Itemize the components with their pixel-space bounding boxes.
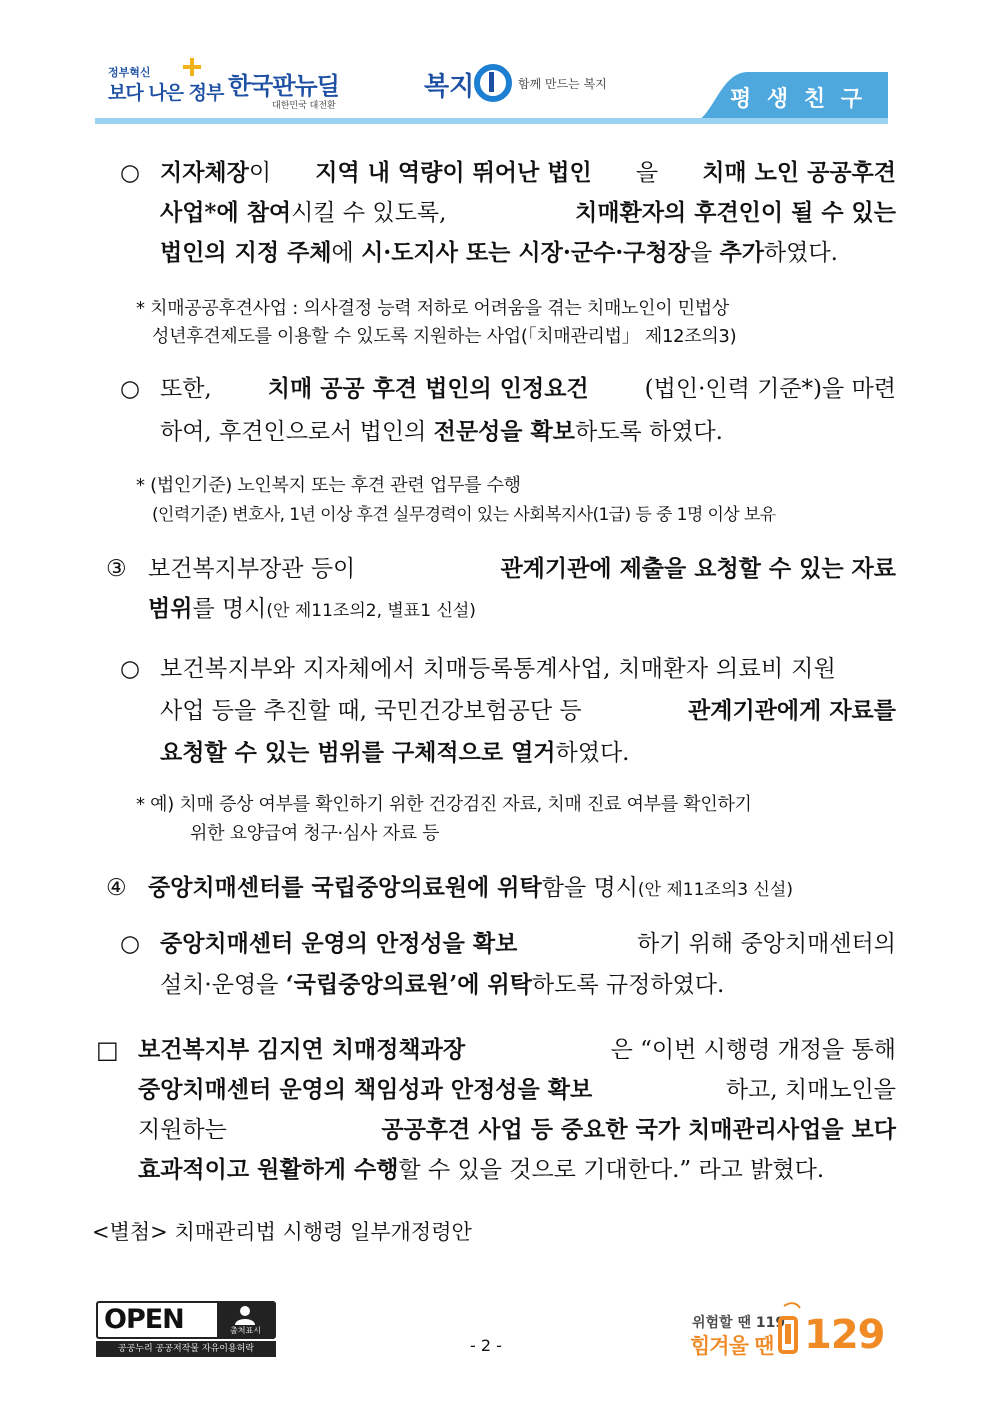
s1-bold-8: 추가 bbox=[719, 239, 764, 266]
h3-text-1: 보건복지부장관 등이 bbox=[148, 556, 356, 582]
circle-bullet: ○ bbox=[120, 931, 141, 957]
s2-bold-1: 치매 공공 후견 법인의 인정요건 bbox=[267, 375, 589, 402]
welfare-logo: 복지 bbox=[424, 72, 475, 102]
quote-line-2 bbox=[138, 1075, 896, 1105]
s1-bold-6: 법인의 지정 주체 bbox=[160, 239, 332, 266]
h4-text: 함을 명시 bbox=[541, 875, 638, 901]
s2-text-4: 하도록 하였다. bbox=[574, 419, 723, 445]
welfare-swoosh-icon bbox=[474, 64, 512, 102]
s2-bold-2: 전문성을 확보 bbox=[433, 418, 575, 445]
quote-line-1 bbox=[138, 1035, 896, 1065]
note-2-line-2: (인력기준) 변호사, 1년 이상 후견 실무경력이 있는 사회복지사(1급) 등 중 1명 이상 보유 bbox=[152, 505, 776, 525]
s4-text-2: 설치·운영을 bbox=[160, 972, 286, 998]
s4-line-1 bbox=[160, 929, 896, 959]
s4-text-1: 하기 위해 중앙치매센터의 bbox=[636, 931, 896, 957]
s3-line-3 bbox=[160, 738, 630, 768]
s1-bold-1: 지자체장 bbox=[160, 159, 249, 186]
s3-text-1: 사업 등을 추진할 때, 국민건강보험공단 등 bbox=[160, 698, 582, 724]
note-1-line-1: * 치매공공후견사업 : 의사결정 능력 저하로 어려움을 겪는 치매노인이 민법상 bbox=[136, 298, 729, 319]
quote-bold-4: 효과적이고 원활하게 수행 bbox=[138, 1156, 399, 1183]
note-2-line-1: * (법인기준) 노인복지 또는 후견 관련 업무를 수행 bbox=[136, 475, 521, 496]
h4-ref: (안 제11조의3 신설) bbox=[637, 880, 793, 900]
s3-line-1: 보건복지부와 지자체에서 치매등록통계사업, 치매환자 의료비 지원 bbox=[160, 656, 837, 682]
gov-innovation-logo: 보다 나은 정부 bbox=[108, 82, 224, 104]
note-3-line-2: 위한 요양급여 청구·심사 자료 등 bbox=[190, 823, 440, 844]
item-number-3: ③ bbox=[106, 556, 127, 582]
s2-text-3: 하여, 후견인으로서 법인의 bbox=[160, 419, 434, 445]
h3-line-2 bbox=[148, 594, 476, 626]
attribution-icon bbox=[217, 1303, 274, 1337]
h3-bold-1: 관계기관에 제출을 요청할 수 있는 자료 bbox=[500, 555, 896, 582]
quote-text-4: 할 수 있을 것으로 기대한다.” 라고 밝혔다. bbox=[398, 1157, 825, 1183]
circle-bullet: ○ bbox=[120, 160, 141, 186]
s1-line-1 bbox=[160, 158, 896, 188]
header-tab-label: 평 생 친 구 bbox=[730, 87, 866, 112]
s3-text-2: 하였다. bbox=[555, 740, 630, 766]
s1-text-2: 을 bbox=[635, 160, 659, 186]
quote-bold-2: 중앙치매센터 운영의 책임성과 안정성을 확보 bbox=[138, 1076, 593, 1103]
quote-text-3: 지원하는 bbox=[138, 1117, 227, 1143]
open-caption: 공공누리 공공저작물 자유이용허락 bbox=[96, 1341, 276, 1357]
quote-text-2: 하고, 치매노인을 bbox=[725, 1077, 896, 1103]
quote-line-4 bbox=[138, 1155, 824, 1185]
header bbox=[0, 0, 992, 130]
gov-innovation-label: 정부혁신 bbox=[108, 66, 151, 79]
page-number: - 2 - bbox=[470, 1336, 502, 1355]
hotline-main-text: 힘겨울 땐 bbox=[690, 1334, 774, 1358]
hotline-129 bbox=[690, 1300, 890, 1360]
s1-bold-2: 지역 내 역량이 뛰어난 법인 bbox=[315, 159, 592, 186]
s2-text-1: 또한, bbox=[160, 376, 212, 402]
s3-bold-2: 요청할 수 있는 범위를 구체적으로 열거 bbox=[160, 739, 556, 766]
s1-text-1: 이 bbox=[248, 160, 272, 186]
h4-bold: 중앙치매센터를 국립중앙의료원에 위탁 bbox=[148, 874, 542, 901]
note-3-line-1: * 예) 치매 증상 여부를 확인하기 위한 건강검진 자료, 치매 진료 여부를 확인하기 bbox=[136, 794, 752, 815]
s1-bold-5: 치매환자의 후견인이 될 수 있는 bbox=[575, 199, 896, 226]
hotline-119-text: 위험할 땐 119 bbox=[692, 1315, 786, 1331]
s1-line-3 bbox=[160, 238, 838, 268]
circle-bullet: ○ bbox=[120, 376, 141, 402]
s4-bold-1: 중앙치매센터 운영의 안정성을 확보 bbox=[160, 930, 518, 957]
s3-bold-1: 관계기관에게 자료를 bbox=[688, 697, 896, 724]
s1-text-6: 하였다. bbox=[763, 240, 838, 266]
s3-line-2 bbox=[160, 696, 896, 726]
quote-text-1: 은 “이번 시행령 개정을 통해 bbox=[610, 1037, 896, 1063]
h4-line bbox=[148, 873, 793, 905]
s2-line-1 bbox=[160, 374, 896, 404]
attachment-note: <별첨> 치매관리법 시행령 일부개정령안 bbox=[92, 1220, 472, 1244]
s4-bold-2: ‘국립중앙의료원’에 위탁 bbox=[285, 971, 532, 998]
newdeal-sub: 대한민국 대전환 bbox=[272, 101, 336, 111]
note-1-line-2: 성년후견제도를 이용할 수 있도록 지원하는 사업(「치매관리법」 제12조의3) bbox=[152, 326, 737, 347]
s2-line-2 bbox=[160, 417, 723, 447]
plus-icon bbox=[183, 58, 201, 76]
h3-text-2: 를 명시 bbox=[192, 596, 267, 622]
s2-text-2: (법인·인력 기준*)을 마련 bbox=[644, 376, 896, 402]
s1-text-5: 을 bbox=[689, 240, 720, 266]
s4-line-2 bbox=[160, 970, 724, 1000]
s1-bold-3: 치매 노인 공공후견 bbox=[702, 159, 896, 186]
open-logo-text: OPEN bbox=[104, 1304, 184, 1335]
h3-ref: (안 제11조의2, 별표1 신설) bbox=[266, 601, 476, 621]
s1-line-2 bbox=[160, 198, 896, 228]
s4-text-3: 하도록 규정하였다. bbox=[531, 972, 725, 998]
s1-bold-4: 사업*에 참여 bbox=[160, 199, 292, 226]
s1-text-3: 시킬 수 있도록, bbox=[291, 200, 447, 226]
h3-bold-2: 범위 bbox=[148, 595, 193, 622]
square-bullet: □ bbox=[96, 1036, 119, 1064]
kogl-open-badge bbox=[96, 1301, 276, 1357]
circle-bullet: ○ bbox=[120, 656, 141, 682]
s1-text-4: 에 bbox=[331, 240, 362, 266]
s1-bold-7: 시·도지사 또는 시장·군수·구청장 bbox=[361, 239, 690, 266]
item-number-4: ④ bbox=[106, 875, 127, 901]
welfare-tagline: 함께 만드는 복지 bbox=[518, 77, 607, 91]
header-rule bbox=[95, 118, 888, 124]
quote-line-3 bbox=[138, 1115, 896, 1145]
newdeal-logo: 한국판뉴딜 bbox=[228, 72, 339, 100]
quote-bold-3: 공공후견 사업 등 중요한 국가 치매관리사업을 보다 bbox=[381, 1116, 896, 1143]
hotline-number: 129 bbox=[804, 1312, 885, 1358]
h3-line-1 bbox=[148, 554, 896, 584]
attribution-badge-label: 출처표시 bbox=[230, 1326, 261, 1335]
quote-bold-1: 보건복지부 김지연 치매정책과장 bbox=[138, 1036, 466, 1063]
phone-icon bbox=[776, 1302, 802, 1356]
